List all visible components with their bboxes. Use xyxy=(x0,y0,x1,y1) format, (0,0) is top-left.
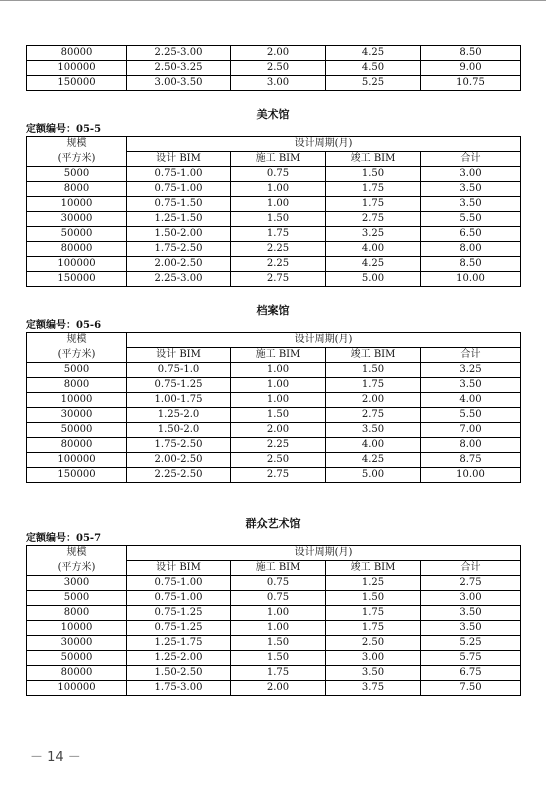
cell-construction-bim: 2.00 xyxy=(231,681,326,696)
table-row xyxy=(27,576,521,591)
cell-total: 10.00 xyxy=(421,468,521,483)
cell-design-bim: 0.75-1.00 xyxy=(127,182,231,197)
cell-construction-bim: 1.00 xyxy=(231,197,326,212)
cell-construction-bim: 1.50 xyxy=(231,408,326,423)
section-mass-art-center xyxy=(26,516,520,696)
cell-construction-bim: 1.00 xyxy=(231,606,326,621)
cell-scale: 80000 xyxy=(27,666,127,681)
cell-completion-bim: 4.25 xyxy=(326,257,421,272)
cell-design-bim: 1.50-2.50 xyxy=(127,666,231,681)
table-row xyxy=(27,636,521,651)
cell-construction-bim: 1.50 xyxy=(231,636,326,651)
cell-total: 3.00 xyxy=(421,591,521,606)
cell-total: 9.00 xyxy=(421,61,521,76)
cell-total: 10.75 xyxy=(421,76,521,91)
table-continued-block xyxy=(26,45,520,91)
cell-construction-bim: 2.25 xyxy=(231,242,326,257)
cell-completion-bim: 2.50 xyxy=(326,636,421,651)
cell-total: 8.50 xyxy=(421,257,521,272)
cell-design-bim: 1.75-2.50 xyxy=(127,438,231,453)
cell-scale: 8000 xyxy=(27,606,127,621)
header-construction-bim: 施工 BIM xyxy=(231,561,326,576)
cell-scale: 100000 xyxy=(27,453,127,468)
cell-design-bim: 0.75-1.00 xyxy=(127,576,231,591)
table-row xyxy=(27,378,521,393)
cell-completion-bim: 3.25 xyxy=(326,227,421,242)
quota-table xyxy=(26,332,521,483)
cell-construction-bim: 0.75 xyxy=(231,576,326,591)
cell-design-bim: 0.75-1.25 xyxy=(127,606,231,621)
cell-construction-bim: 1.50 xyxy=(231,212,326,227)
table-row xyxy=(27,393,521,408)
cell-design-bim: 0.75-1.50 xyxy=(127,197,231,212)
table-row xyxy=(27,438,521,453)
section-title: 群众艺术馆 xyxy=(245,517,301,530)
cell-design-bim: 0.75-1.00 xyxy=(127,591,231,606)
header-total: 合计 xyxy=(421,561,521,576)
cell-scale: 10000 xyxy=(27,621,127,636)
header-period: 设计周期(月) xyxy=(127,546,521,561)
cell-scale: 150000 xyxy=(27,272,127,287)
cell-completion-bim: 2.00 xyxy=(326,393,421,408)
cell-scale: 3000 xyxy=(27,576,127,591)
cell-total: 3.50 xyxy=(421,606,521,621)
cell-construction-bim: 1.75 xyxy=(231,666,326,681)
cell-construction-bim: 1.00 xyxy=(231,182,326,197)
cell-construction-bim: 1.00 xyxy=(231,363,326,378)
quota-table xyxy=(26,545,521,696)
section-archives xyxy=(26,303,520,483)
cell-design-bim: 2.00-2.50 xyxy=(127,257,231,272)
cell-construction-bim: 0.75 xyxy=(231,591,326,606)
cell-total: 3.50 xyxy=(421,621,521,636)
table-row xyxy=(27,453,521,468)
header-design-bim: 设计 BIM xyxy=(127,152,231,167)
cell-completion-bim: 4.25 xyxy=(326,453,421,468)
cell-completion-bim: 5.00 xyxy=(326,468,421,483)
header-completion-bim: 竣工 BIM xyxy=(326,561,421,576)
table-row xyxy=(27,666,521,681)
cell-scale: 8000 xyxy=(27,378,127,393)
table-row xyxy=(27,681,521,696)
cell-design-bim: 1.50-2.0 xyxy=(127,423,231,438)
cell-completion-bim: 1.25 xyxy=(326,576,421,591)
cell-total: 8.00 xyxy=(421,438,521,453)
header-construction-bim: 施工 BIM xyxy=(231,348,326,363)
cell-completion-bim: 2.75 xyxy=(326,212,421,227)
cell-total: 3.50 xyxy=(421,182,521,197)
quota-code: 定额编号：05-5 xyxy=(26,124,102,135)
section-title: 档案馆 xyxy=(256,304,290,317)
cell-scale: 80000 xyxy=(27,438,127,453)
cell-construction-bim: 1.50 xyxy=(231,651,326,666)
header-total: 合计 xyxy=(421,348,521,363)
header-design-bim: 设计 BIM xyxy=(127,561,231,576)
quota-table xyxy=(26,136,521,287)
top-border-line xyxy=(0,0,546,1)
table-row xyxy=(27,242,521,257)
table-row xyxy=(27,212,521,227)
cell-construction-bim: 2.00 xyxy=(231,423,326,438)
cell-completion-bim: 5.00 xyxy=(326,272,421,287)
table-row xyxy=(27,468,521,483)
cell-total: 8.00 xyxy=(421,242,521,257)
cell-scale: 5000 xyxy=(27,167,127,182)
cell-total: 4.00 xyxy=(421,393,521,408)
cell-scale: 100000 xyxy=(27,61,127,76)
cell-construction-bim: 2.25 xyxy=(231,438,326,453)
cell-scale: 100000 xyxy=(27,257,127,272)
cell-scale: 30000 xyxy=(27,408,127,423)
table-row xyxy=(27,197,521,212)
header-design-bim: 设计 BIM xyxy=(127,348,231,363)
cell-completion-bim: 1.75 xyxy=(326,182,421,197)
cell-construction-bim: 2.75 xyxy=(231,468,326,483)
cell-completion-bim: 1.50 xyxy=(326,363,421,378)
table-row xyxy=(27,423,521,438)
cell-scale: 30000 xyxy=(27,212,127,227)
cell-design-bim: 1.25-2.00 xyxy=(127,651,231,666)
cell-design-bim: 0.75-1.00 xyxy=(127,167,231,182)
header-construction-bim: 施工 BIM xyxy=(231,152,326,167)
table-row xyxy=(27,272,521,287)
page-number: － 14 － xyxy=(30,750,81,765)
header-period: 设计周期(月) xyxy=(127,333,521,348)
cell-construction-bim: 2.00 xyxy=(231,46,326,61)
header-scale: 规模 xyxy=(27,546,127,561)
section-title: 美术馆 xyxy=(256,108,290,121)
header-total: 合计 xyxy=(421,152,521,167)
cell-total: 8.75 xyxy=(421,453,521,468)
cell-design-bim: 0.75-1.25 xyxy=(127,378,231,393)
table-row xyxy=(27,363,521,378)
table-row xyxy=(27,76,521,91)
table-row xyxy=(27,182,521,197)
header-completion-bim: 竣工 BIM xyxy=(326,348,421,363)
header-scale: 规模 xyxy=(27,333,127,348)
cell-scale: 10000 xyxy=(27,197,127,212)
cell-total: 5.50 xyxy=(421,212,521,227)
cell-completion-bim: 4.25 xyxy=(326,46,421,61)
table-row xyxy=(27,621,521,636)
cell-design-bim: 1.75-2.50 xyxy=(127,242,231,257)
cell-scale: 5000 xyxy=(27,591,127,606)
cell-total: 6.50 xyxy=(421,227,521,242)
cell-scale: 10000 xyxy=(27,393,127,408)
cell-construction-bim: 1.75 xyxy=(231,227,326,242)
cell-total: 10.00 xyxy=(421,272,521,287)
cell-total: 7.50 xyxy=(421,681,521,696)
cell-completion-bim: 4.00 xyxy=(326,242,421,257)
cell-completion-bim: 1.75 xyxy=(326,197,421,212)
cell-construction-bim: 3.00 xyxy=(231,76,326,91)
cell-design-bim: 2.25-3.00 xyxy=(127,46,231,61)
cell-scale: 5000 xyxy=(27,363,127,378)
cell-design-bim: 1.75-3.00 xyxy=(127,681,231,696)
cell-total: 8.50 xyxy=(421,46,521,61)
cell-design-bim: 1.00-1.75 xyxy=(127,393,231,408)
table-row xyxy=(27,408,521,423)
cell-construction-bim: 2.50 xyxy=(231,453,326,468)
header-completion-bim: 竣工 BIM xyxy=(326,152,421,167)
cell-scale: 50000 xyxy=(27,423,127,438)
table-row xyxy=(27,591,521,606)
cell-design-bim: 2.25-3.00 xyxy=(127,272,231,287)
cell-design-bim: 1.50-2.00 xyxy=(127,227,231,242)
table-row xyxy=(27,651,521,666)
cell-design-bim: 1.25-2.0 xyxy=(127,408,231,423)
cell-completion-bim: 1.50 xyxy=(326,591,421,606)
cell-completion-bim: 3.50 xyxy=(326,666,421,681)
cell-scale: 8000 xyxy=(27,182,127,197)
header-scale: 规模 xyxy=(27,137,127,152)
cell-completion-bim: 4.50 xyxy=(326,61,421,76)
cell-scale: 80000 xyxy=(27,46,127,61)
cell-scale: 50000 xyxy=(27,651,127,666)
cell-total: 5.75 xyxy=(421,651,521,666)
section-art-museum xyxy=(26,107,520,287)
cell-total: 3.00 xyxy=(421,167,521,182)
cell-completion-bim: 1.75 xyxy=(326,621,421,636)
cell-total: 3.25 xyxy=(421,363,521,378)
cell-completion-bim: 4.00 xyxy=(326,438,421,453)
cell-scale: 150000 xyxy=(27,76,127,91)
cell-completion-bim: 5.25 xyxy=(326,76,421,91)
cell-construction-bim: 0.75 xyxy=(231,167,326,182)
quota-code: 定额编号：05-7 xyxy=(26,533,102,544)
cell-construction-bim: 2.50 xyxy=(231,61,326,76)
cell-completion-bim: 3.00 xyxy=(326,651,421,666)
cell-completion-bim: 3.75 xyxy=(326,681,421,696)
cell-scale: 150000 xyxy=(27,468,127,483)
cell-total: 5.25 xyxy=(421,636,521,651)
cell-completion-bim: 1.75 xyxy=(326,378,421,393)
cell-total: 3.50 xyxy=(421,378,521,393)
table-row xyxy=(27,61,521,76)
header-unit: (平方米) xyxy=(27,561,127,576)
cell-total: 7.00 xyxy=(421,423,521,438)
cell-construction-bim: 2.75 xyxy=(231,272,326,287)
cell-total: 6.75 xyxy=(421,666,521,681)
cell-design-bim: 1.25-1.75 xyxy=(127,636,231,651)
cell-design-bim: 2.00-2.50 xyxy=(127,453,231,468)
cell-construction-bim: 1.00 xyxy=(231,378,326,393)
cell-design-bim: 3.00-3.50 xyxy=(127,76,231,91)
cell-construction-bim: 1.00 xyxy=(231,393,326,408)
table-row xyxy=(27,227,521,242)
cell-total: 3.50 xyxy=(421,197,521,212)
quota-code: 定额编号：05-6 xyxy=(26,320,102,331)
cell-design-bim: 1.25-1.50 xyxy=(127,212,231,227)
cell-completion-bim: 3.50 xyxy=(326,423,421,438)
table-row xyxy=(27,257,521,272)
quota-table-continued xyxy=(26,45,521,91)
cell-construction-bim: 1.00 xyxy=(231,621,326,636)
cell-scale: 50000 xyxy=(27,227,127,242)
cell-total: 2.75 xyxy=(421,576,521,591)
header-period: 设计周期(月) xyxy=(127,137,521,152)
header-unit: (平方米) xyxy=(27,152,127,167)
cell-scale: 100000 xyxy=(27,681,127,696)
cell-design-bim: 0.75-1.25 xyxy=(127,621,231,636)
cell-completion-bim: 2.75 xyxy=(326,408,421,423)
cell-design-bim: 2.25-2.50 xyxy=(127,468,231,483)
header-unit: (平方米) xyxy=(27,348,127,363)
cell-scale: 80000 xyxy=(27,242,127,257)
table-row xyxy=(27,606,521,621)
cell-scale: 30000 xyxy=(27,636,127,651)
table-row xyxy=(27,167,521,182)
cell-completion-bim: 1.75 xyxy=(326,606,421,621)
cell-total: 5.50 xyxy=(421,408,521,423)
cell-design-bim: 2.50-3.25 xyxy=(127,61,231,76)
cell-completion-bim: 1.50 xyxy=(326,167,421,182)
cell-construction-bim: 2.25 xyxy=(231,257,326,272)
cell-design-bim: 0.75-1.0 xyxy=(127,363,231,378)
table-row xyxy=(27,46,521,61)
